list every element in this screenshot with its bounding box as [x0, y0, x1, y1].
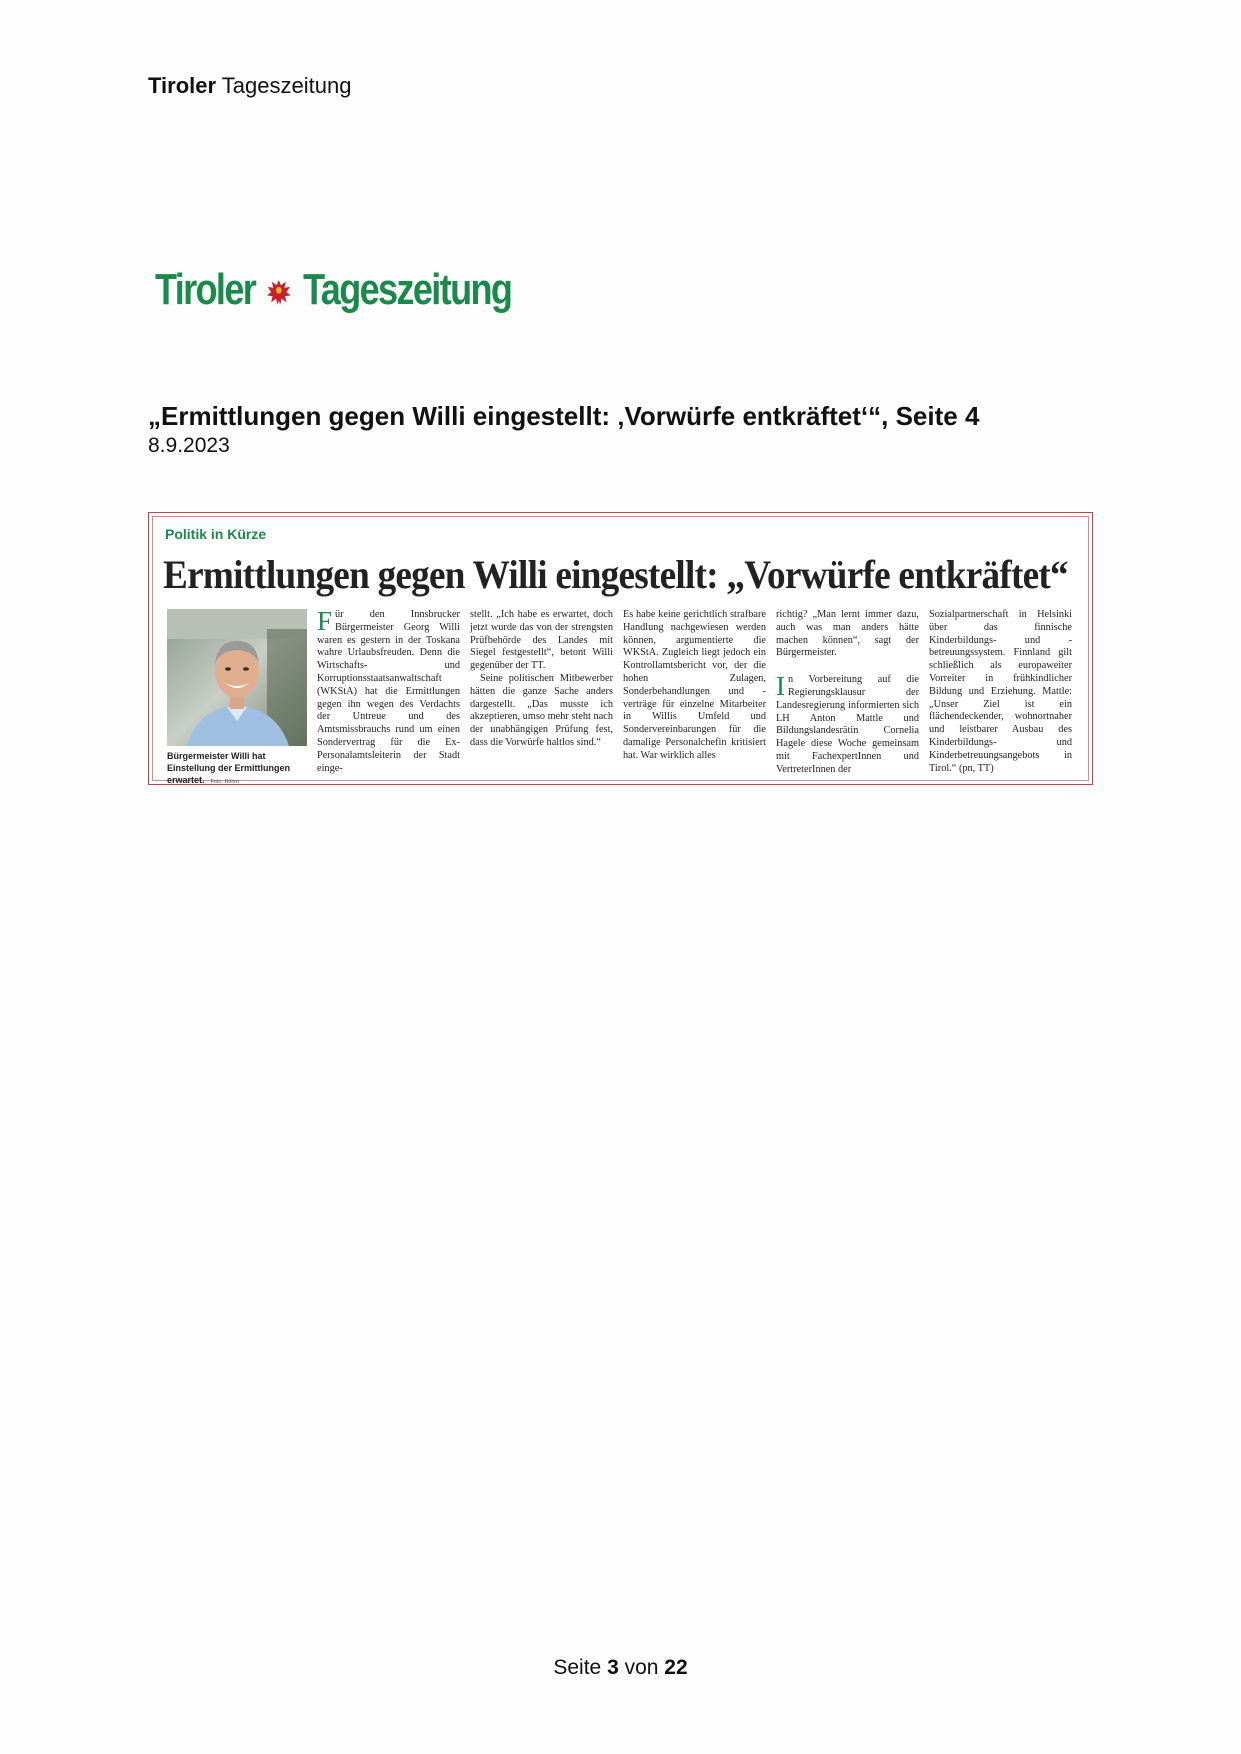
column-2-paragraph-2: Seine politischen Mitbewerber hätten die ganze Sache anders dargestellt. „Das musste ich akzeptieren, umso mehr steht nach der unabhängigen Prüfung fest, dass die Vorwürfe haltlos sind.“ — [470, 672, 613, 748]
article-column-2 — [470, 609, 613, 750]
document-title: „Ermittlungen gegen Willi eingestellt: ‚Vorwürfe entkräftet‘“, Seite 4 — [148, 401, 980, 431]
document-date: 8.9.2023 — [148, 434, 230, 457]
photo-credit: Foto: Böhm — [210, 779, 239, 785]
article-column-3 — [623, 609, 766, 763]
mayor-photo — [167, 609, 307, 746]
column-4-paragraph-1: richtig? „Man lernt immer dazu, auch was man anders hätte machen können“, sagt der Bürgermeister. — [776, 609, 919, 659]
footer-middle: von — [624, 1656, 659, 1679]
photo-caption — [167, 750, 315, 788]
footer-prefix: Seite — [553, 1656, 602, 1679]
newspaper-logo — [155, 262, 589, 318]
header-brand-bold: Tiroler — [148, 73, 217, 98]
rubric-label: Politik in Kürze — [165, 526, 267, 542]
tyrolean-eagle-icon — [265, 275, 293, 309]
article-column-5 — [929, 609, 1072, 775]
header-brand — [148, 73, 351, 99]
newspaper-clipping — [148, 512, 1093, 785]
caption-text: Bürgermeister Willi hat Einstellung der Ermittlungen erwartet. — [167, 751, 291, 785]
dropcap-f: F — [317, 606, 333, 636]
column-4-paragraph-2: n Vorbereitung auf die Regierungsklausur der Landesregierung informierten sich LH Anton Mattle und Bildungslandesrätin Cornelia Hagele diese Woche gemeinsam mit FachexpertInnen und VertreterInnen der — [776, 674, 919, 775]
column-5-paragraph-1: Sozialpartnerschaft in Helsinki über das finnische Kinderbildungs- und -betreuungssystem. Finnland gilt schließlich als europaweiter Vorreiter in frühkindlicher Bildung und Erziehung. Mattle: „Unser Ziel ist ein flächendeckender, wohnortnaher und leistbarer Ausbau des Kinderbildungs- und Kinderbetreuungsangebots in Tirol.“ (pn, TT) — [929, 609, 1072, 774]
article-column-1 — [317, 606, 460, 775]
page-footer — [0, 1656, 1241, 1680]
column-1-paragraph-1: ür den Innsbrucker Bürgermeister Georg Willi waren es gestern in der Toskana wahre Urlaubsfreuden. Denn die Wirtschafts- und Korruptionsstaatsanwaltschaft (WKStA) hat die Ermittlungen gegen ihn wegen des Verdachts der Untreue und des Amtsmissbrauchs rund um einen Sondervertrag für die Ex-Personalamtsleiterin der Stadt einge- — [317, 609, 460, 774]
column-3-paragraph-1: Es habe keine gerichtlich strafbare Handlung nachgewiesen werden können, argumentierte die WKStA. Zugleich liegt jedoch ein Kontrollamtsbericht vor, der die hohen Zulagen, Sonderbehandlungen und -verträge für einzelne Mitarbeiter in Willis Umfeld und Sondervereinbarungen für die damalige Personalchefin kritisiert hat. War wirklich alles — [623, 609, 766, 761]
header-brand-rest: Tageszeitung — [221, 73, 352, 98]
footer-total-pages: 22 — [664, 1656, 688, 1679]
article-column-4 — [776, 609, 919, 777]
column-2-paragraph-1: stellt. „Ich habe es erwartet, doch jetzt wurde das von der strengsten Prüfbehörde des Landes mit Siegel festgestellt“, betont Willi gegenüber der TT. — [470, 609, 613, 672]
footer-page-number: 3 — [607, 1656, 619, 1679]
logo-right-text: Tageszeitung — [303, 265, 512, 314]
dropcap-i: I — [776, 671, 785, 702]
logo-left-text: Tiroler — [155, 265, 256, 314]
article-headline: Ermittlungen gegen Willi eingestellt: „Vorwürfe entkräftet“ — [163, 552, 1068, 597]
